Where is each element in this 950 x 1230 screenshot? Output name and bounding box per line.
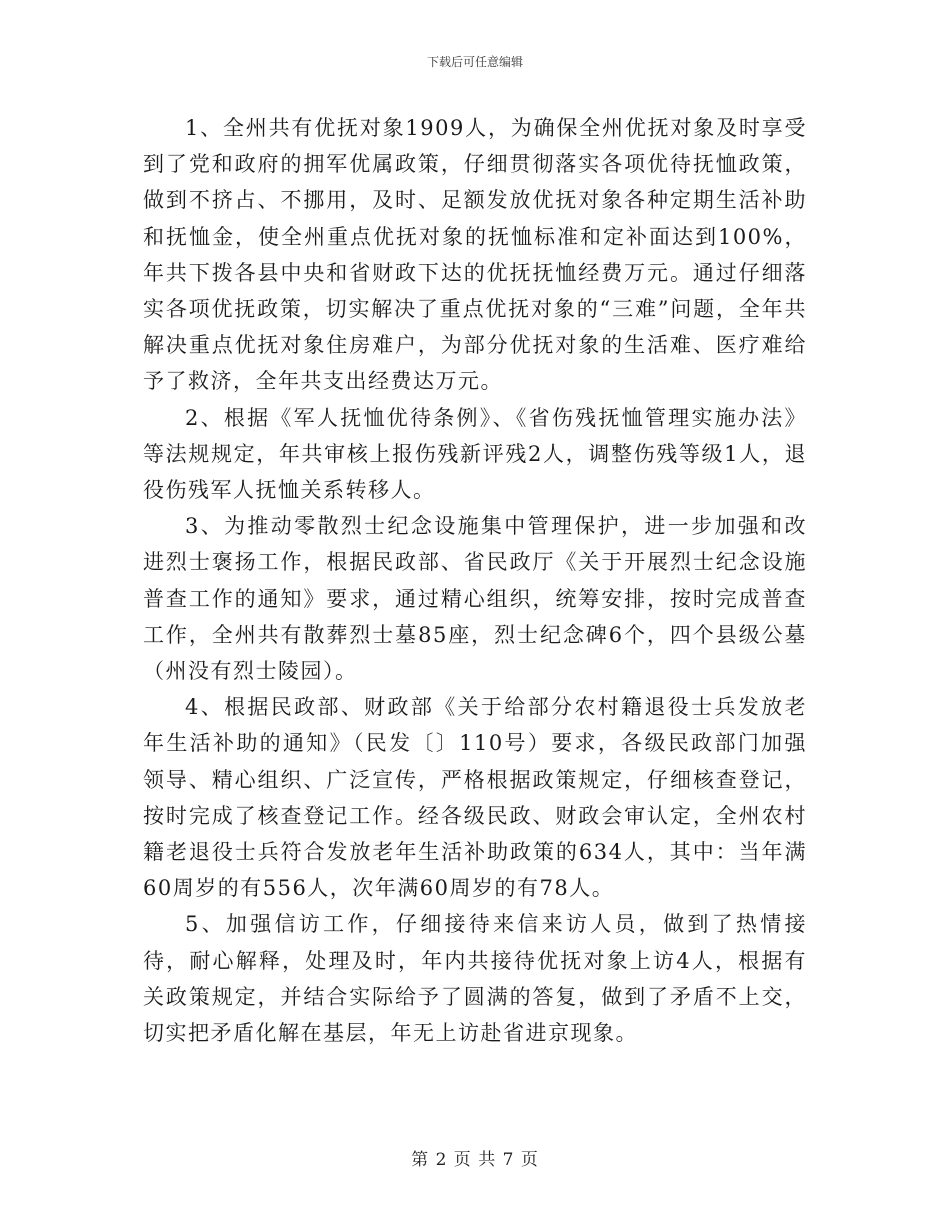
paragraph-5: 5、加强信访工作，仔细接待来信来访人员，做到了热情接待，耐心解释，处理及时，年内共接待优抚对象上访4人，根据有关政策规定，并结合实际给予了圆满的答复，做到了矛盾不上交，切实把矛盾化解在基层，年无上访赴省进京现象。	[143, 912, 807, 1046]
paragraph-2: 2、根据《军人抚恤优待条例》、《省伤残抚恤管理实施办法》等法规规定，年共审核上报伤残新评残2人，调整伤残等级1人，退役伤残军人抚恤关系转移人。	[143, 405, 807, 503]
page-number-footer: 第 2 页 共 7 页	[411, 1150, 539, 1170]
paragraph-1: 1、全州共有优抚对象1909人，为确保全州优抚对象及时享受到了党和政府的拥军优属政策，仔细贯彻落实各项优待抚恤政策，做到不挤占、不挪用，及时、足额发放优抚对象各种定期生活补助和抚恤金，使全州重点优抚对象的抚恤标准和定补面达到100%，年共下拨各县中央和省财政下达的优抚抚恤经费万元。通过仔细落实各项优抚政策，切实解决了重点优抚对象的“三难”问题，全年共解决重点优抚对象住房难户，为部分优抚对象的生活难、医疗难给予了救济，全年共支出经费达万元。	[143, 116, 807, 394]
paragraph-4: 4、根据民政部、财政部《关于给部分农村籍退役士兵发放老年生活补助的通知》（民发〔〕110号）要求，各级民政部门加强领导、精心组织、广泛宣传，严格根据政策规定，仔细核查登记，按时完成了核查登记工作。经各级民政、财政会审认定，全州农村籍老退役士兵符合发放老年生活补助政策的634人，其中：当年满60周岁的有556人，次年满60周岁的有78人。	[143, 695, 807, 901]
paragraph-3: 3、为推动零散烈士纪念设施集中管理保护，进一步加强和改进烈士褒扬工作，根据民政部、省民政厅《关于开展烈士纪念设施普查工作的通知》要求，通过精心组织，统筹安排，按时完成普查工作，全州共有散葬烈士墓85座，烈士纪念碑6个，四个县级公墓（州没有烈士陵园）。	[143, 514, 807, 684]
header-note: 下载后可任意编辑	[426, 55, 523, 69]
document-body	[143, 110, 807, 1051]
